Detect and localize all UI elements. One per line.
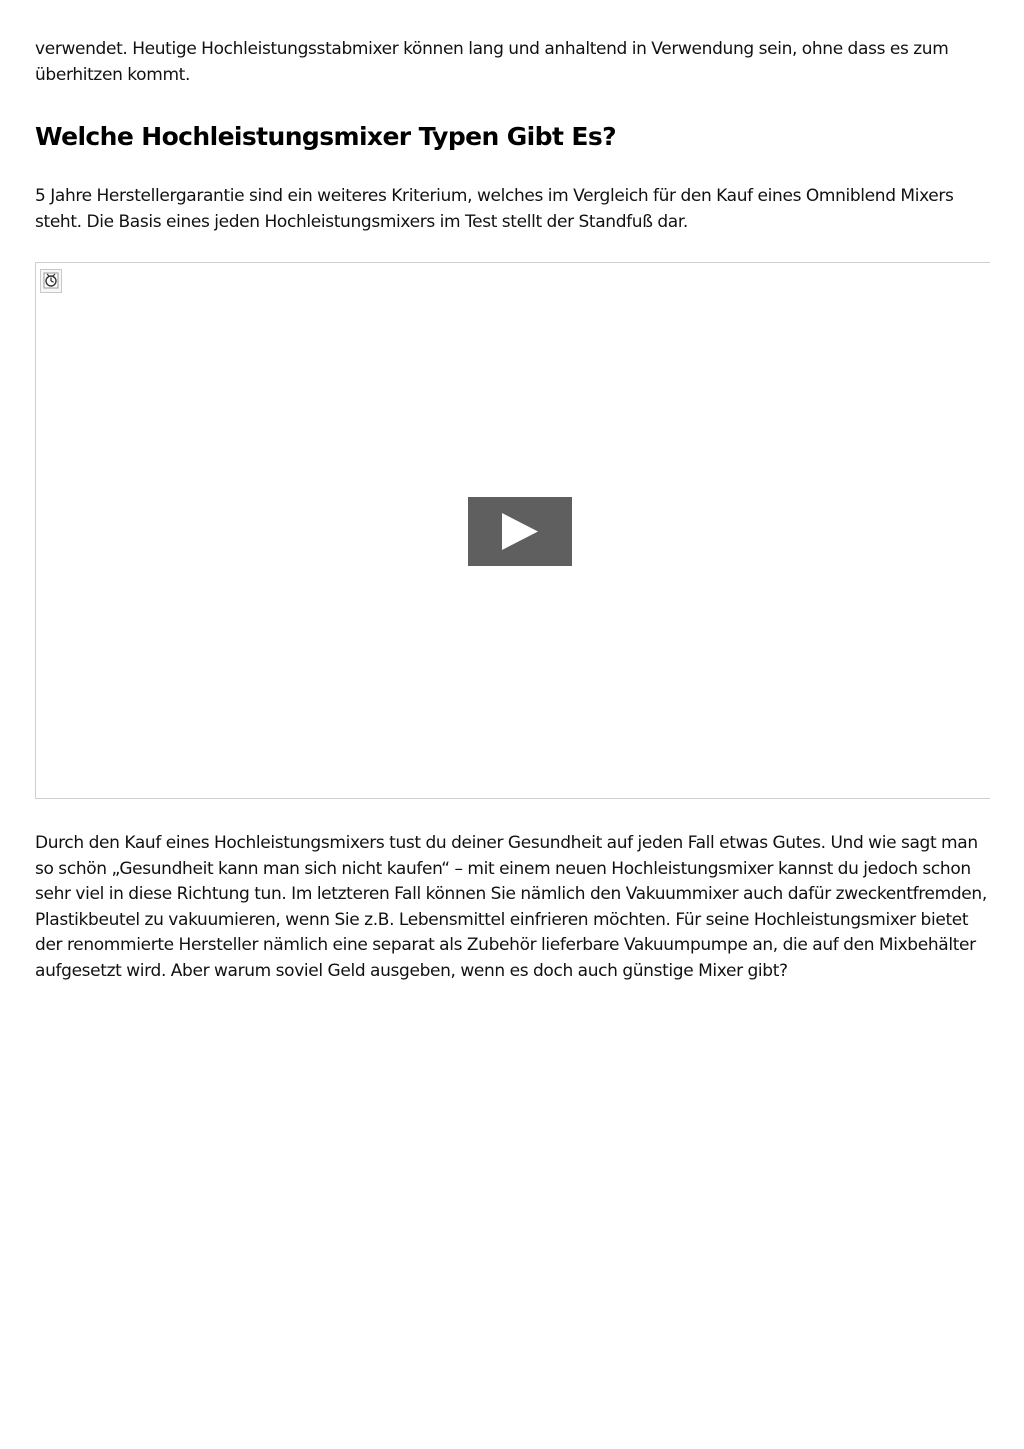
video-embed[interactable] xyxy=(35,262,990,799)
play-button[interactable] xyxy=(468,497,572,566)
play-icon xyxy=(502,513,538,550)
section-heading: Welche Hochleistungsmixer Typen Gibt Es? xyxy=(35,122,617,151)
paragraph-health: Durch den Kauf eines Hochleistungsmixers tust du deiner Gesundheit auf jeden Fall etwas Gutes. Und wie sagt man so schön „Gesundheit kann man sich nicht kaufen“ – mit einem neuen Hochleistungsmixer kannst du jedoch schon sehr viel in diese Richtung tun. Im letzteren Fall können Sie nämlich den Vakuummixer auch dafür zweckentfremden, Plastikbeutel zu vakuumieren, wenn Sie z.B. Lebensmittel einfrieren möchten. Für seine Hochleistungsmixer bietet der renommierte Hersteller nämlich eine separat als Zubehör lieferbare Vakuumpumpe an, die auf den Mixbehälter aufgesetzt wird. Aber warum soviel Geld ausgeben, wenn es doch auch günstige Mixer gibt? xyxy=(35,833,987,981)
intro-paragraph: verwendet. Heutige Hochleistungsstabmixer können lang und anhaltend in Verwendung sein, ohne dass es zum überhitzen kommt. xyxy=(35,39,949,85)
paragraph-warranty: 5 Jahre Herstellergarantie sind ein weiteres Kriterium, welches im Vergleich für den Kauf eines Omniblend Mixers steht. Die Basis eines jeden Hochleistungsmixers im Test stellt der Standfuß dar. xyxy=(35,186,954,232)
clock-placeholder-icon xyxy=(40,269,62,293)
